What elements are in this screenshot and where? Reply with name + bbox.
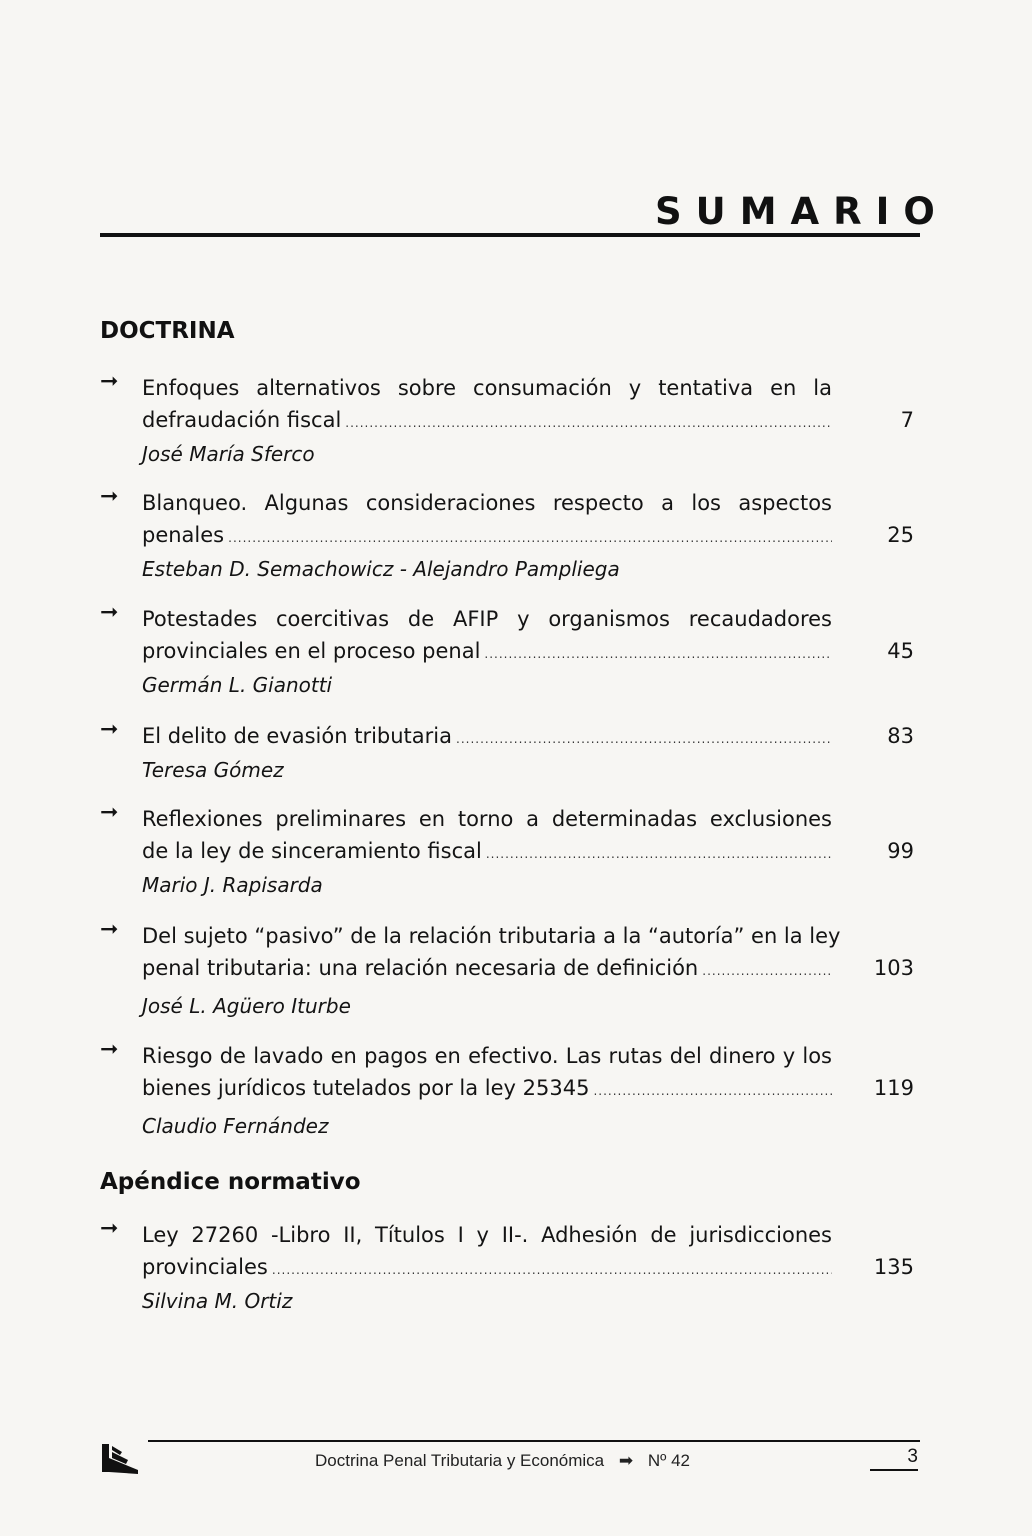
entry-page-number: 45 [887, 639, 914, 663]
entry-title-line: Blanqueo. Algunas consideraciones respecto a los aspectos [142, 491, 832, 515]
entry-author: Teresa Gómez [142, 758, 284, 782]
leader-dots [345, 407, 832, 439]
entry-page-number: 99 [887, 839, 914, 863]
arrow-right-icon: ➞ [100, 369, 119, 394]
entry-author: José María Sferco [142, 442, 315, 466]
leader-dots [228, 522, 832, 554]
toc-entry[interactable] [100, 800, 930, 900]
leader-dots [593, 1075, 832, 1107]
entry-title-line: defraudación fiscal [142, 408, 342, 432]
entry-page-number: 7 [900, 408, 914, 432]
arrow-right-icon: ➞ [100, 484, 119, 509]
arrow-right-icon: ➞ [100, 717, 119, 742]
entry-title-line: Ley 27260 -Libro II, Títulos I y II-. Adhesión de jurisdicciones [142, 1223, 832, 1247]
footer-page-number: 3 [870, 1446, 918, 1471]
entry-author: Silvina M. Ortiz [142, 1289, 293, 1313]
entry-title-line: Enfoques alternativos sobre consumación y tentativa en la [142, 376, 832, 400]
section-heading-apendice: Apéndice normativo [100, 1169, 361, 1195]
leader-dots [484, 638, 832, 670]
entry-page-number: 119 [873, 1076, 914, 1100]
entry-title-line: provinciales en el proceso penal [142, 639, 481, 663]
entry-title-line: Riesgo de lavado en pagos en efectivo. Las rutas del dinero y los [142, 1044, 832, 1068]
footer-rule [148, 1440, 920, 1442]
entry-title-line: Reflexiones preliminares en torno a determinadas exclusiones [142, 807, 832, 831]
title-rule [100, 233, 920, 237]
entry-author: Claudio Fernández [142, 1114, 329, 1138]
toc-entry[interactable] [100, 1216, 930, 1316]
footer-issue: Nº 42 [647, 1451, 690, 1470]
entry-page-number: 135 [873, 1255, 914, 1279]
entry-title-line: Del sujeto “pasivo” de la relación tributaria a la “autoría” en la ley [142, 924, 841, 948]
entry-title-line: El delito de evasión tributaria [142, 724, 452, 748]
entry-page-number: 83 [887, 724, 914, 748]
entry-page-number: 25 [887, 523, 914, 547]
leader-dots [456, 723, 832, 755]
entry-title-line: penales [142, 523, 225, 547]
entry-title-line: penal tributaria: una relación necesaria de definición [142, 956, 699, 980]
entry-title-line: de la ley de sinceramiento fiscal [142, 839, 482, 863]
toc-entry[interactable] [100, 484, 930, 584]
leader-dots [486, 838, 832, 870]
arrow-right-icon: ➞ [100, 1216, 119, 1241]
leader-dots [272, 1254, 832, 1286]
toc-entry[interactable] [100, 717, 930, 785]
footer-publication: Doctrina Penal Tributaria y Económica [315, 1451, 605, 1470]
arrow-right-icon: ➞ [100, 600, 119, 625]
toc-entry[interactable] [100, 1037, 930, 1141]
entry-title-line: Potestades coercitivas de AFIP y organismos recaudadores [142, 607, 832, 631]
toc-entry[interactable] [100, 917, 930, 1021]
entry-author: José L. Agüero Iturbe [142, 994, 351, 1018]
entry-author: Esteban D. Semachowicz - Alejandro Pampliega [142, 557, 620, 581]
toc-entry[interactable] [100, 369, 930, 469]
footer-publication-line [315, 1451, 690, 1471]
entry-author: Germán L. Gianotti [142, 673, 333, 697]
entry-author: Mario J. Rapisarda [142, 873, 323, 897]
toc-entry[interactable] [100, 600, 930, 700]
arrow-right-icon: ➞ [100, 917, 119, 942]
arrow-right-icon: ➞ [100, 800, 119, 825]
entry-page-number: 103 [873, 956, 914, 980]
page-title: SUMARIO [655, 190, 949, 233]
arrow-right-icon: ➡ [618, 1451, 634, 1470]
leader-dots [702, 955, 832, 987]
entry-title-line: bienes jurídicos tutelados por la ley 25345 [142, 1076, 590, 1100]
entry-title-line: provinciales [142, 1255, 268, 1279]
section-heading-doctrina: DOCTRINA [100, 318, 235, 344]
publisher-logo-icon [100, 1440, 140, 1480]
arrow-right-icon: ➞ [100, 1037, 119, 1062]
